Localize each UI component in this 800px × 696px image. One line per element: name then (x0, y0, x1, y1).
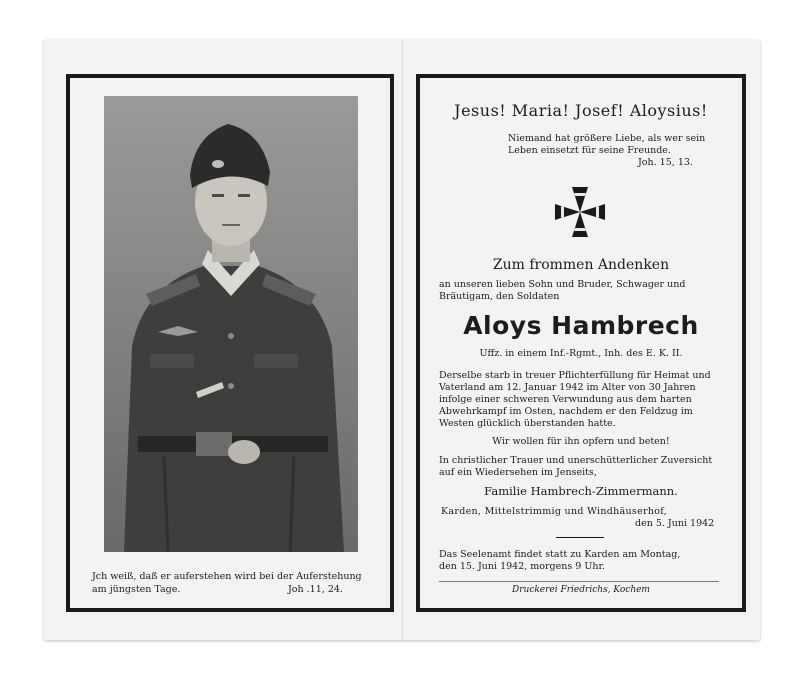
requiem-mass-line1: Das Seelenamt findet statt zu Karden am Montag, (439, 549, 681, 560)
scripture-quote-line2: Leben einsetzt für seine Freunde. (508, 145, 671, 156)
death-line5: Westen glücklich überstanden hatte. (439, 418, 616, 429)
requiem-mass-line2: den 15. Juni 1942, morgens 9 Uhr. (439, 561, 605, 572)
relation-line1: an unseren lieben Sohn und Bruder, Schwager und (439, 279, 686, 290)
family-signature: Familie Hambrech-Zimmermann. (484, 484, 678, 498)
iron-cross-icon (553, 185, 607, 239)
card-fold (402, 40, 404, 640)
resurrection-verse-reference: Joh .11, 24. (288, 584, 343, 595)
soldier-portrait (104, 96, 358, 552)
places-line: Karden, Mittelstrimmig und Windhäuserhof, (441, 506, 668, 517)
death-line4: Abwehrkampf im Osten, nachdem er den Feldzug im (439, 406, 693, 417)
printer-rule (439, 581, 719, 582)
printer-credit: Druckerei Friedrichs, Kochem (512, 585, 650, 595)
memorial-heading: Zum frommen Andenken (492, 257, 670, 273)
invocation-line: Jesus! Maria! Josef! Aloysius! (454, 101, 708, 120)
death-line3: infolge einer schweren Verwundung aus dem harten (439, 394, 692, 405)
deceased-name: Aloys Hambrech (463, 311, 699, 340)
scripture-quote-line1: Niemand hat größere Liebe, als wer sein (508, 133, 706, 144)
grief-line1: In christlicher Trauer und unerschütterlicher Zuversicht (439, 455, 713, 466)
divider-rule (556, 537, 604, 538)
prayer-line: Wir wollen für ihn opfern und beten! (492, 436, 670, 447)
death-line2: Vaterland am 12. Januar 1942 im Alter von 30 Jahren (439, 382, 696, 393)
resurrection-verse-line1: Jch weiß, daß er auferstehen wird bei der Auferstehung (92, 571, 362, 582)
resurrection-verse-line2: am jüngsten Tage. (92, 584, 181, 595)
scripture-quote-reference: Joh. 15, 13. (638, 157, 693, 168)
relation-line2: Bräutigam, den Soldaten (439, 291, 560, 302)
date-line: den 5. Juni 1942 (635, 518, 715, 529)
grief-line2: auf ein Wiedersehen im Jenseits, (439, 467, 597, 478)
death-line1: Derselbe starb in treuer Pflichterfüllung für Heimat und (439, 370, 711, 381)
rank-line: Uffz. in einem Inf.-Rgmt., Inh. des E. K. II. (479, 348, 683, 359)
